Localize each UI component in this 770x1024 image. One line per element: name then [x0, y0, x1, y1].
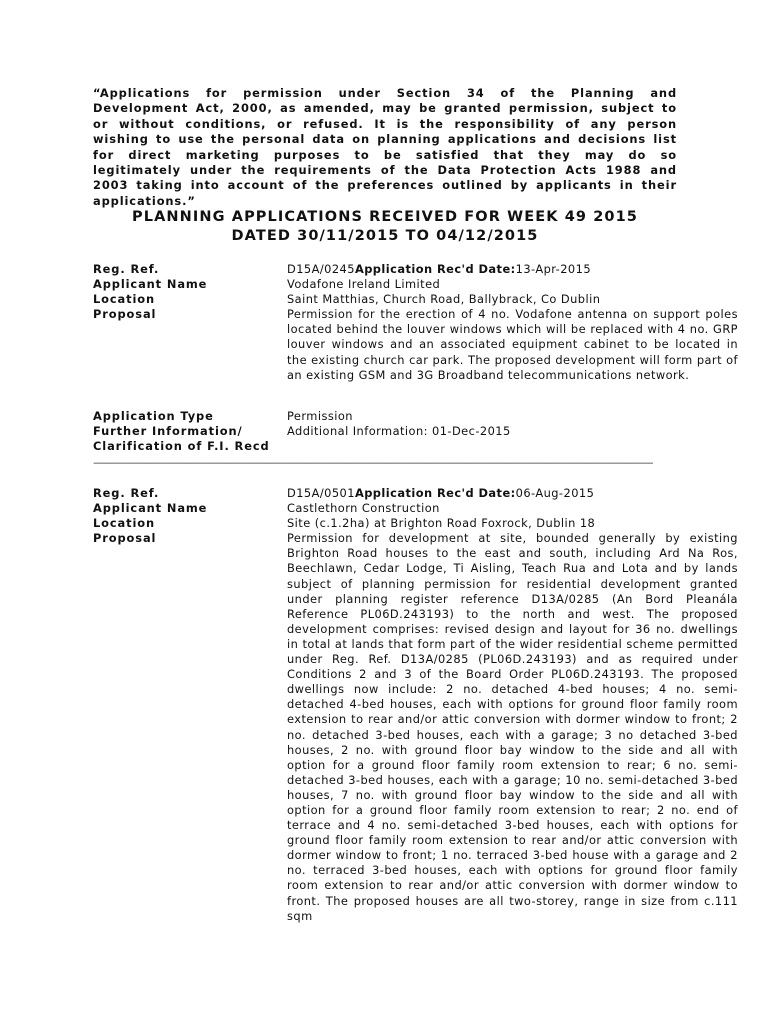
reg-ref-value: D15A/0501	[287, 486, 355, 500]
further-info-row	[93, 424, 738, 439]
application-record-2	[93, 486, 738, 924]
proposal-label: Proposal	[93, 531, 157, 546]
location-value: Site (c.1.2ha) at Brighton Road Foxrock, Dublin 18	[287, 516, 596, 531]
reg-ref-label: Reg. Ref.	[93, 486, 160, 500]
location-row	[93, 292, 738, 307]
application-type-value: Permission	[287, 409, 353, 423]
recd-date-label: Application Rec'd Date:	[354, 486, 516, 500]
proposal-value: Permission for the erection of 4 no. Vodafone antenna on support poles located behind the louver windows which will be replaced with 4 no. GRP louver windows and an associated equipment cabinet to be located in the existing church car park. The proposed development will form part of an existing GSM and 3G Broadband telecommunications network.	[287, 307, 738, 382]
location-value: Saint Matthias, Church Road, Ballybrack, Co Dublin	[287, 292, 601, 307]
recd-date-value: 06-Aug-2015	[515, 486, 595, 500]
proposal-row	[93, 307, 738, 382]
reg-ref-row	[93, 262, 738, 277]
page-title	[93, 208, 677, 245]
reg-ref-label: Reg. Ref.	[93, 262, 160, 276]
application-type-row	[93, 409, 738, 424]
application-record-1-details	[93, 409, 738, 454]
proposal-value: Permission for development at site, bounded generally by existing Brighton Road houses to the east and south, including Ard Na Ros, Beechlawn, Cedar Lodge, Ti Aisling, Teach Rua and Lota and by lands subject of planning permission for residential development granted under planning register reference D13A/0285 (An Bord Pleanála Reference PL06D.243193) to the north and west. The proposed development comprises: revised design and layout for 36 no. dwellings in total at lands that form part of the wider residential scheme permitted under Reg. Ref. D13A/0285 (PL06D.243193) and as required under Conditions 2 and 3 of the Board Order PL06D.243193. The proposed dwellings now include: 2 no. detached 4-bed houses; 4 no. semi-detached 4-bed houses, each with options for ground floor family room extension to rear and/or attic conversion with dormer window to front; 2 no. detached 3-bed houses, each with a garage; 3 no detached 3-bed houses, 2 no. with ground floor bay window to the side and all with option for a ground floor family room extension to rear; 6 no. semi-detached 3-bed houses, each with a garage; 10 no. semi-detached 3-bed houses, 7 no. with ground floor bay window to the side and all with option for a ground floor family room extension to rear; 2 no. end of terrace and 4 no. semi-detached 3-bed houses, each with options for ground floor family room extension to rear and/or attic conversion with dormer window to front; 1 no. terraced 3-bed house with a garage and 2 no. terraced 3-bed houses, each with options for ground floor family room extension to rear and/or attic conversion with dormer window to front. The proposed houses are all two-storey, range in size from c.111 sqm	[287, 531, 738, 923]
recd-date-value: 13-Apr-2015	[515, 262, 592, 276]
location-label: Location	[93, 292, 156, 307]
applicant-name-label: Applicant Name	[93, 501, 208, 516]
reg-ref-row	[93, 486, 738, 501]
applicant-name-row	[93, 501, 738, 516]
proposal-label: Proposal	[93, 307, 157, 322]
applicant-name-row	[93, 277, 738, 292]
applicant-name-value: Castlethorn Construction	[287, 501, 440, 516]
further-info-label-1: Further Information/	[93, 424, 243, 439]
record-separator: ————————————————————————————————————————————————————————	[93, 456, 653, 469]
location-label: Location	[93, 516, 156, 531]
data-protection-disclaimer: “Applications for permission under Section 34 of the Planning and Development Act, 2000, as amended, may be granted permission, subject to or without conditions, or refused. It is the responsibility of any person wishing to use the personal data on planning applications and decisions list for direct marketing purposes to be satisfied that they may do so legitimately under the requirements of the Data Protection Acts 1988 and 2003 taking into account of the preferences outlined by applicants in their applications.”	[93, 86, 677, 208]
location-row	[93, 516, 738, 531]
application-type-label: Application Type	[93, 409, 214, 423]
page-title-line-2: DATED 30/11/2015 TO 04/12/2015	[231, 227, 539, 244]
applicant-name-label: Applicant Name	[93, 277, 208, 292]
recd-date-label: Application Rec'd Date:	[354, 262, 516, 276]
proposal-row	[93, 531, 738, 923]
further-info-value: Additional Information: 01-Dec-2015	[287, 424, 511, 439]
applicant-name-value: Vodafone Ireland Limited	[287, 277, 441, 292]
page-title-line-1: PLANNING APPLICATIONS RECEIVED FOR WEEK 49 2015	[132, 209, 638, 225]
reg-ref-value: D15A/0245	[287, 262, 355, 276]
further-info-label-2: Clarification of F.I. Recd	[93, 439, 270, 454]
application-record-1	[93, 262, 738, 383]
